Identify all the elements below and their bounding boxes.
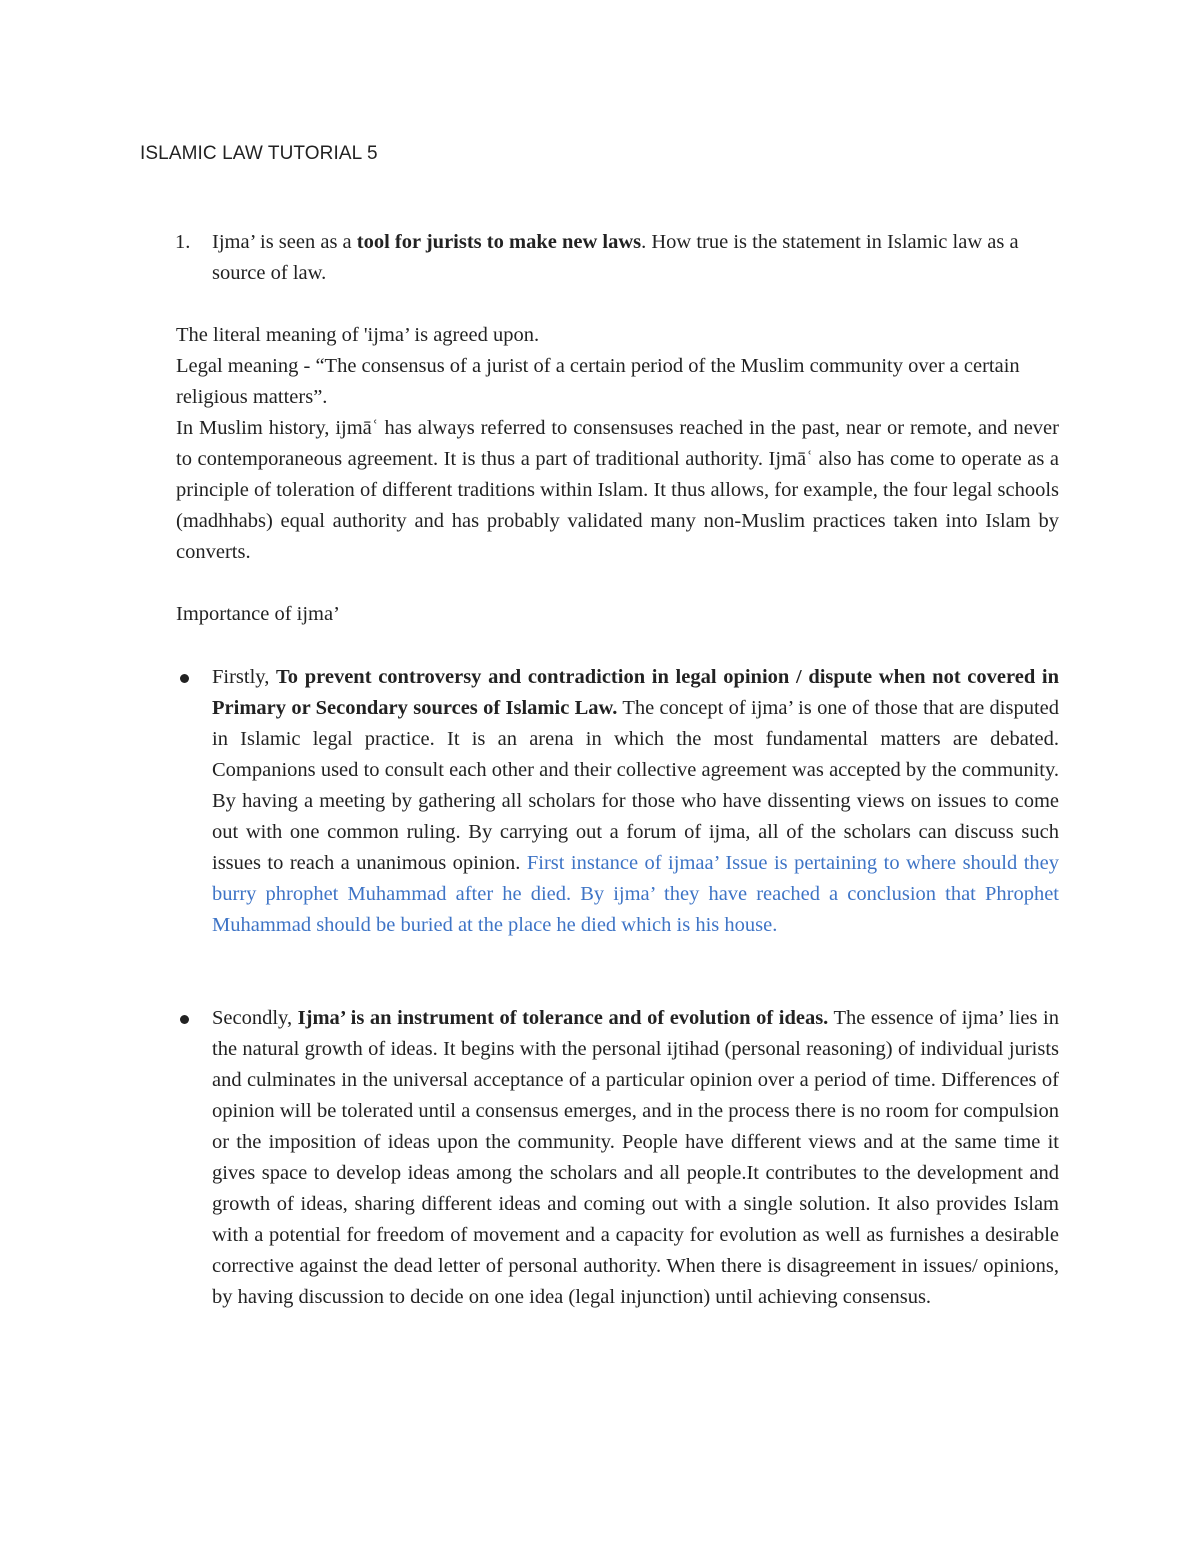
bullet-body: The concept of ijma’ is one of those that are disputed in Islamic legal practice. It is an arena in which the most fundamental matters are debated. Companions used to consult each other and their collective agreement was accepted by the community. By having a meeting by gathering all scholars for those who have dissenting views on issues to come out with one common ruling. By carrying out a forum of ijma, all of the scholars can discuss such issues to reach a unanimous opinion.: [212, 697, 1059, 874]
history-paragraph: In Muslim history, ijmāʿ has always referred to consensuses reached in the past, near or remote, and never to contemporaneous agreement. It is thus a part of traditional authority. Ijmāʿ also has come to operate as a principle of toleration of different traditions within Islam. It thus allows, for example, the four legal schools (madhhabs) equal authority and has probably validated many non-Muslim practices taken into Islam by converts.: [176, 417, 1059, 563]
bullet-dot-icon: [180, 1015, 189, 1024]
bullet-lead: Firstly,: [212, 666, 277, 688]
question-text-end: . How true is the statement in Islamic law as a source of law.: [212, 231, 1019, 284]
bullet-body: The essence of ijma’ lies in the natural growth of ideas. It begins with the personal ijtihad (personal reasoning) of individual jurists and culminates in the universal acceptance of a particular opinion over a period of time. Differences of opinion will be tolerated until a consensus emerges, and in the process there is no room for compulsion or the imposition of ideas upon the community. People have different views and at the same time it gives space to develop ideas among the scholars and all people.It contributes to the development and growth of ideas, sharing different ideas and coming out with a single solution. It also provides Islam with a potential for freedom of movement and a capacity for evolution as well as furnishes a desirable corrective against the dead letter of personal authority. When there is disagreement in issues/ opinions, by having discussion to decide on one idea (legal injunction) until achieving consensus.: [212, 1007, 1059, 1308]
document-title: ISLAMIC LAW TUTORIAL 5: [140, 143, 378, 164]
definitions-section: [176, 320, 1059, 568]
literal-meaning: The literal meaning of 'ijma’ is agreed upon.: [176, 324, 540, 346]
bullet-text: [212, 1003, 1059, 1313]
bullet-bold-claim: Ijma’ is an instrument of tolerance and of evolution of ideas.: [297, 1007, 829, 1029]
bullet-dot-icon: [180, 674, 189, 683]
question-text: [212, 227, 1059, 289]
question-text-bold: tool for jurists to make new laws: [356, 231, 642, 253]
question-text-start: Ijma’ is seen as a: [212, 231, 357, 253]
bullet-bold-claim: To prevent controversy and contradiction in legal opinion / dispute when not covered in Primary or Secondary sources of Islamic Law.: [212, 666, 1060, 719]
question-number: 1.: [175, 231, 191, 253]
legal-meaning: Legal meaning - “The consensus of a jurist of a certain period of the Muslim community over a certain religious matters”.: [176, 355, 1020, 408]
bullet-highlight: First instance of ijmaa’ Issue is pertaining to where should they burry phrophet Muhammad after he died. By ijma’ they have reached a conclusion that Phrophet Muhammad should be buried at the place he died which is his house.: [212, 852, 1059, 936]
importance-heading: Importance of ijma’: [176, 603, 340, 625]
bullet-lead: Secondly,: [212, 1007, 298, 1029]
bullet-text: [212, 662, 1059, 941]
